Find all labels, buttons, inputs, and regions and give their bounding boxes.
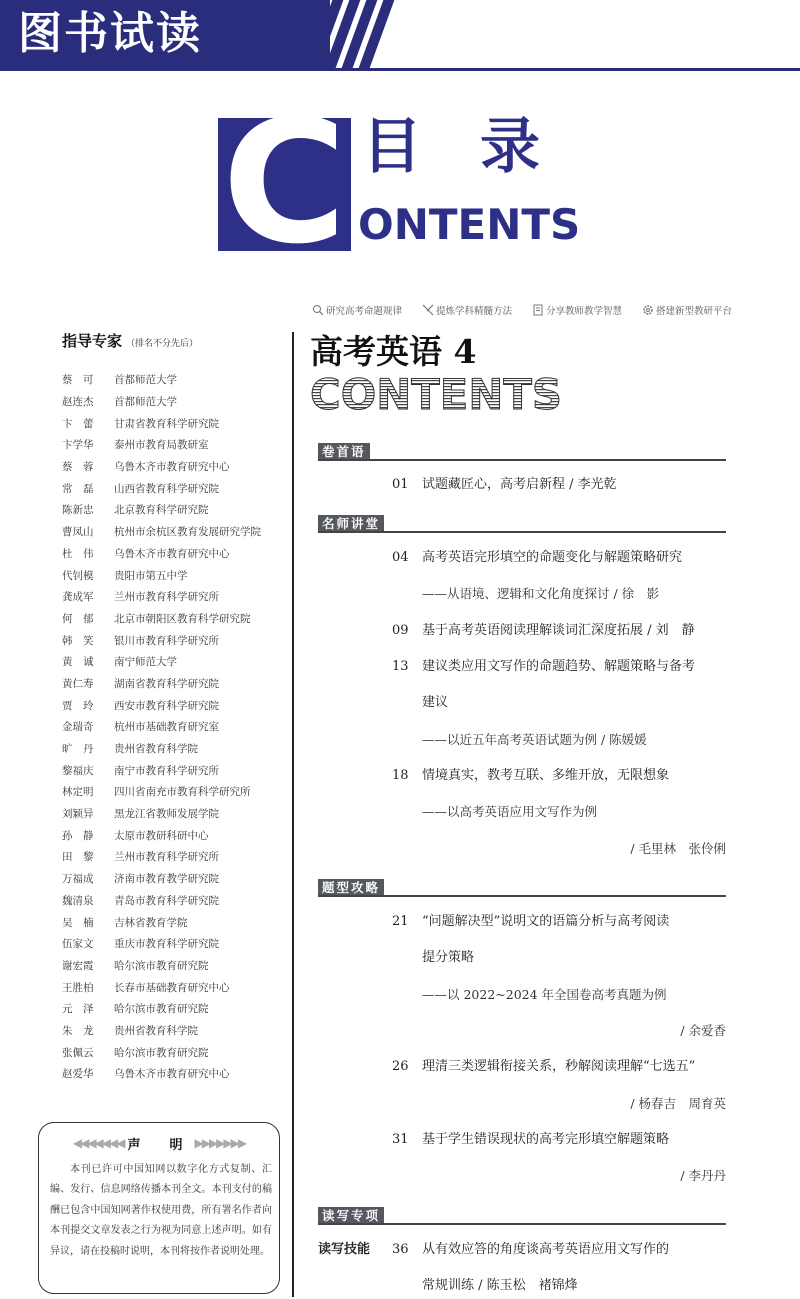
expert-name: 贾 玲 <box>62 699 94 712</box>
expert-name: 王胜柏 <box>62 981 94 994</box>
section-header: 题型攻略 <box>318 879 384 896</box>
expert-name: 孙 静 <box>62 829 94 842</box>
expert-row <box>62 629 287 651</box>
section-header: 名师讲堂 <box>318 515 384 532</box>
entry-page: 36 <box>392 1242 409 1257</box>
expert-row <box>62 456 287 478</box>
expert-row <box>62 673 287 695</box>
entry-author: / 李丹丹 <box>680 1168 726 1183</box>
expert-row <box>62 1020 287 1042</box>
expert-org: 吉林省教育学院 <box>114 916 188 929</box>
expert-name: 张佩云 <box>62 1046 94 1059</box>
magnifier-icon <box>312 304 324 316</box>
expert-row <box>62 716 287 738</box>
tools-icon <box>422 304 434 316</box>
expert-row <box>62 586 287 608</box>
expert-name: 陈新忠 <box>62 504 94 517</box>
expert-name: 旷 丹 <box>62 743 94 756</box>
expert-name: 元 泽 <box>62 1003 94 1016</box>
expert-name: 代钊模 <box>62 569 94 582</box>
expert-name: 卞 蕾 <box>62 417 94 430</box>
expert-name: 韩 笑 <box>62 634 94 647</box>
expert-org: 兰州市教育科学研究所 <box>114 591 219 604</box>
entry-title[interactable]: 建议类应用文写作的命题趋势、解题策略与备考 <box>422 659 696 674</box>
expert-row <box>62 694 287 716</box>
section-rule <box>318 895 726 897</box>
entry-category-label: 读写技能 <box>318 1242 371 1257</box>
entry-page: 04 <box>392 550 409 565</box>
expert-org: 四川省南充市教育科学研究所 <box>114 786 251 799</box>
expert-name: 黄仁寿 <box>62 677 94 690</box>
expert-row <box>62 499 287 521</box>
expert-org: 杭州市余杭区教育发展研究学院 <box>114 526 261 539</box>
expert-row <box>62 608 287 630</box>
slogan-item: 研究高考命题规律 <box>312 303 402 317</box>
expert-row <box>62 738 287 760</box>
contents-outline-text: CONTENTS <box>310 371 562 415</box>
expert-name: 黎福庆 <box>62 764 94 777</box>
gear-icon <box>642 304 654 316</box>
expert-org: 南宁市教育科学研究所 <box>114 764 219 777</box>
expert-org: 北京教育科学研究院 <box>114 504 209 517</box>
entry-title[interactable]: 理清三类逻辑衔接关系，秒解阅读理解“七选五” <box>422 1059 696 1074</box>
entry-title[interactable]: 试题藏匠心，高考启新程 / 李光乾 <box>422 477 617 492</box>
experts-list <box>62 369 287 1085</box>
expert-org: 重庆市教育科学研究院 <box>114 938 219 951</box>
expert-row <box>62 868 287 890</box>
banner-underline <box>0 68 800 71</box>
expert-name: 卞学华 <box>62 439 94 452</box>
expert-row <box>62 1041 287 1063</box>
expert-row <box>62 890 287 912</box>
slogan-item: 分享教师教学智慧 <box>532 303 622 317</box>
expert-row <box>62 564 287 586</box>
expert-org: 首都师范大学 <box>114 396 177 409</box>
expert-row <box>62 976 287 998</box>
expert-org: 贵州省教育科学院 <box>114 743 198 756</box>
arrows-left-icon: ◀◀◀◀◀◀◀ <box>72 1136 124 1150</box>
expert-row <box>62 543 287 565</box>
expert-name: 田 黎 <box>62 851 94 864</box>
expert-org: 银川市教育科学研究所 <box>114 634 219 647</box>
entry-page: 09 <box>392 623 409 638</box>
expert-row <box>62 521 287 543</box>
arrows-right-icon: ▶▶▶▶▶▶▶ <box>194 1136 246 1150</box>
section-header: 卷首语 <box>318 443 370 460</box>
notice-body: 本刊已许可中国知网以数字化方式复制、汇编、发行、信息网络传播本刊全文。本刊支付的稿酬已包含中国知网著作权使用费，所有署名作者向本刊提交文章发表之行为视为同意上述声明。如有异议，请在投稿时说明，本刊将按作者说明处理。 <box>50 1164 272 1257</box>
notice-header <box>44 1134 274 1152</box>
expert-row <box>62 846 287 868</box>
expert-org: 长春市基础教育研究中心 <box>114 981 230 994</box>
entry-author: / 余爱香 <box>680 1023 726 1038</box>
entry-subtitle: ——以近五年高考英语试题为例 / 陈媛媛 <box>422 732 647 747</box>
column-divider <box>292 332 294 1297</box>
expert-org: 泰州市教育局教研室 <box>114 439 209 452</box>
notice-title: 声 明 <box>127 1137 191 1153</box>
entry-page: 18 <box>392 768 409 783</box>
expert-row <box>62 477 287 499</box>
expert-name: 赵连杰 <box>62 396 94 409</box>
journal-title: 高考英语 4 <box>310 332 477 371</box>
section-rule <box>318 459 726 461</box>
expert-row <box>62 1063 287 1085</box>
expert-name: 杜 伟 <box>62 547 94 560</box>
section-header: 读写专项 <box>318 1207 384 1224</box>
entry-subtitle: ——以高考英语应用文写作为例 <box>422 804 598 819</box>
expert-org: 山西省教育科学研究院 <box>114 482 219 495</box>
entry-title[interactable]: “问题解决型”说明文的语篇分析与高考阅读 <box>422 914 670 929</box>
entry-title-cont: 常规训练 / 陈玉松 褚锦烽 <box>422 1278 578 1293</box>
expert-org: 甘肃省教育科学研究院 <box>114 417 219 430</box>
entry-author: / 毛里林 张伶俐 <box>630 841 726 856</box>
entry-title-cont: 提分策略 <box>422 950 475 965</box>
entry-title[interactable]: 高考英语完形填空的命题变化与解题策略研究 <box>422 550 683 565</box>
expert-org: 乌鲁木齐市教育研究中心 <box>114 1068 230 1081</box>
expert-row <box>62 911 287 933</box>
expert-row <box>62 933 287 955</box>
expert-name: 龚成军 <box>62 591 94 604</box>
expert-name: 魏清泉 <box>62 894 94 907</box>
expert-name: 伍家文 <box>62 938 94 951</box>
expert-row <box>62 998 287 1020</box>
banner-title: 图书试读 <box>18 8 202 59</box>
entry-page: 21 <box>392 914 409 929</box>
entry-title[interactable]: 基于高考英语阅读理解谈词汇深度拓展 / 刘 静 <box>422 623 695 638</box>
contents-cn-title: 目录 <box>362 112 598 182</box>
slogan-item: 提炼学科精髓方法 <box>422 303 512 317</box>
entry-subtitle: ——以 2022~2024 年全国卷高考真题为例 <box>422 987 667 1002</box>
expert-row <box>62 412 287 434</box>
entry-page: 31 <box>392 1132 409 1147</box>
expert-name: 赵爱华 <box>62 1068 94 1081</box>
slogan-bar <box>312 303 732 317</box>
entry-page: 13 <box>392 659 409 674</box>
expert-org: 哈尔滨市教育研究院 <box>114 1003 209 1016</box>
expert-org: 西安市教育科学研究院 <box>114 699 219 712</box>
expert-org: 首都师范大学 <box>114 374 177 387</box>
expert-name: 黄 诚 <box>62 656 94 669</box>
expert-org: 乌鲁木齐市教育研究中心 <box>114 547 230 560</box>
entry-title-cont: 建议 <box>422 695 449 710</box>
entry-author: / 杨春吉 周育英 <box>630 1096 726 1111</box>
section-rule <box>318 531 726 533</box>
expert-name: 谢宏霞 <box>62 959 94 972</box>
expert-org: 北京市朝阳区教育科学研究院 <box>114 612 251 625</box>
expert-name: 朱 龙 <box>62 1024 94 1037</box>
expert-org: 乌鲁木齐市教育研究中心 <box>114 461 230 474</box>
experts-heading: 指导专家 （排名不分先后） <box>62 332 199 350</box>
contents-en-title: ONTENTS <box>358 200 581 249</box>
expert-row <box>62 955 287 977</box>
expert-row <box>62 434 287 456</box>
expert-org: 太原市教研科研中心 <box>114 829 209 842</box>
entry-title[interactable]: 基于学生错误现状的高考完形填空解题策略 <box>422 1132 670 1147</box>
expert-name: 蔡 可 <box>62 374 94 387</box>
expert-row <box>62 369 287 391</box>
expert-name: 万福成 <box>62 873 94 886</box>
expert-row <box>62 803 287 825</box>
expert-org: 贵阳市第五中学 <box>114 569 188 582</box>
entry-title[interactable]: 情境真实，教考互联、多维开放，无限想象 <box>422 768 670 783</box>
expert-org: 哈尔滨市教育研究院 <box>114 959 209 972</box>
expert-row <box>62 759 287 781</box>
expert-row <box>62 391 287 413</box>
expert-row <box>62 824 287 846</box>
experts-note: （排名不分先后） <box>126 339 199 349</box>
contents-logo-letter: C <box>222 84 347 282</box>
entry-title[interactable]: 从有效应答的角度谈高考英语应用文写作的 <box>422 1242 670 1257</box>
expert-name: 蔡 蓉 <box>62 461 94 474</box>
expert-org: 兰州市教育科学研究所 <box>114 851 219 864</box>
expert-name: 吴 楠 <box>62 916 94 929</box>
expert-name: 常 磊 <box>62 482 94 495</box>
expert-name: 曹凤山 <box>62 526 94 539</box>
expert-name: 金瑞奇 <box>62 721 94 734</box>
entry-page: 01 <box>392 477 409 492</box>
expert-name: 林定明 <box>62 786 94 799</box>
expert-name: 刘颖异 <box>62 808 94 821</box>
slogan-item: 搭建新型教研平台 <box>642 303 732 317</box>
entry-subtitle: ——从语境、逻辑和文化角度探讨 / 徐 影 <box>422 586 660 601</box>
section-rule <box>318 1223 726 1225</box>
expert-org: 南宁师范大学 <box>114 656 177 669</box>
contents-outline-word <box>310 371 570 415</box>
expert-org: 黑龙江省教师发展学院 <box>114 808 219 821</box>
expert-row <box>62 781 287 803</box>
expert-org: 杭州市基础教育研究室 <box>114 721 219 734</box>
expert-org: 湖南省教育科学研究院 <box>114 677 219 690</box>
expert-row <box>62 651 287 673</box>
expert-org: 哈尔滨市教育研究院 <box>114 1046 209 1059</box>
entry-page: 26 <box>392 1059 409 1074</box>
expert-name: 何 郁 <box>62 612 94 625</box>
expert-org: 青岛市教育科学研究院 <box>114 894 219 907</box>
expert-org: 济南市教育教学研究院 <box>114 873 219 886</box>
document-icon <box>532 304 544 316</box>
expert-org: 贵州省教育科学院 <box>114 1024 198 1037</box>
